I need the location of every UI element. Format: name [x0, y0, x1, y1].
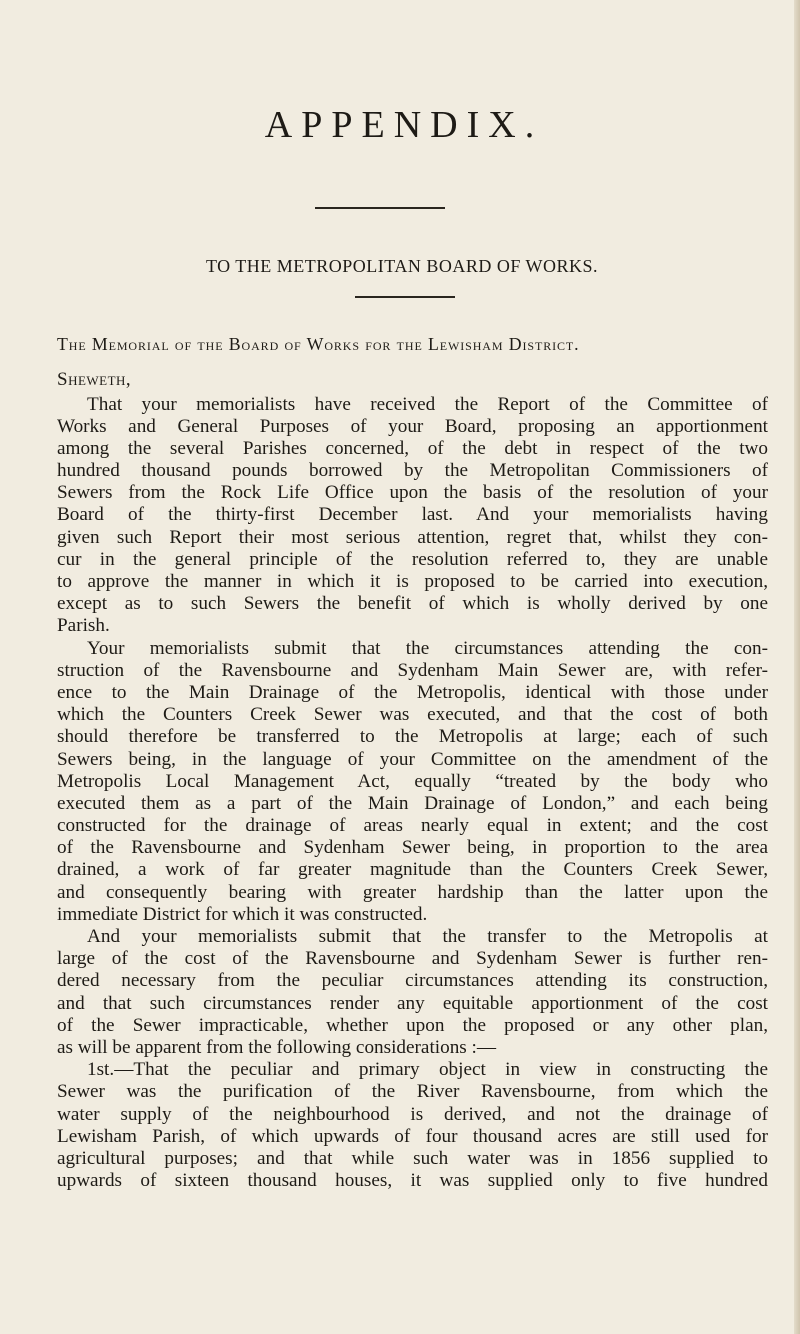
- text-line: ence to the Main Drainage of the Metropolis, identical with those under: [57, 681, 768, 703]
- text-line: immediate District for which it was constructed.: [57, 903, 428, 925]
- text-line: Lewisham Parish, of which upwards of four thousand acres are still used for: [57, 1125, 768, 1147]
- paragraph: [57, 394, 768, 638]
- text-line: Sewers from the Rock Life Office upon the basis of the resolution of your: [57, 482, 768, 504]
- divider-rule-top: [315, 207, 445, 209]
- text-line: and that such circumstances render any equitable apportionment of the cost: [57, 992, 768, 1014]
- text-line: cur in the general principle of the resolution referred to, they are unable: [57, 548, 768, 570]
- text-line: water supply of the neighbourhood is derived, and not the drainage of: [57, 1103, 768, 1125]
- text-line: struction of the Ravensbourne and Sydenham Main Sewer are, with refer-: [57, 659, 768, 681]
- text-line: to approve the manner in which it is proposed to be carried into execution,: [57, 571, 768, 592]
- text-line: as will be apparent from the following considerations :—: [57, 1036, 497, 1058]
- text-line: executed them as a part of the Main Drainage of London,” and each being: [57, 792, 768, 814]
- text-line: which the Counters Creek Sewer was executed, and that the cost of both: [57, 704, 768, 726]
- salutation: Sheweth,: [57, 369, 132, 390]
- divider-rule-bottom: [355, 296, 455, 298]
- text-line: And your memorialists submit that the transfer to the Metropolis at: [87, 926, 768, 947]
- text-line: of the Sewer impracticable, whether upon the proposed or any other plan,: [57, 1014, 768, 1036]
- text-line: Board of the thirty-first December last. And your memorialists having: [57, 504, 768, 526]
- text-line: given such Report their most serious attention, regret that, whilst they con-: [57, 526, 768, 548]
- text-line: Works and General Purposes of your Board, proposing an apportionment: [57, 415, 768, 437]
- page-edge-shadow: [794, 0, 800, 1334]
- text-line: Sewer was the purification of the River Ravensbourne, from which the: [57, 1081, 768, 1103]
- text-line: agricultural purposes; and that while such water was in 1856 supplied to: [57, 1147, 768, 1169]
- appendix-heading: APPENDIX.: [264, 104, 544, 146]
- text-line: constructed for the drainage of areas nearly equal in extent; and the cost: [57, 815, 768, 837]
- text-line: dered necessary from the peculiar circumstances attending its construction,: [57, 970, 768, 992]
- text-line: and consequently bearing with greater hardship than the latter upon the: [57, 881, 768, 903]
- text-line: except as to such Sewers the benefit of which is wholly derived by one: [57, 593, 768, 615]
- text-line: 1st.—That the peculiar and primary object in view in constructing the: [87, 1059, 768, 1081]
- text-line: Parish.: [57, 615, 110, 637]
- text-line: That your memorialists have received the Report of the Committee of: [87, 393, 768, 415]
- paragraph: [57, 926, 768, 1059]
- paragraph: [57, 638, 768, 926]
- paragraph: [57, 1059, 768, 1192]
- text-line: hundred thousand pounds borrowed by the Metropolitan Commissioners of: [57, 460, 768, 482]
- text-line: upwards of sixteen thousand houses, it was supplied only to five hundred: [57, 1170, 768, 1192]
- text-line: Metropolis Local Management Act, equally “treated by the body who: [57, 770, 768, 792]
- text-line: drained, a work of far greater magnitude than the Counters Creek Sewer,: [57, 859, 768, 881]
- text-line: among the several Parishes concerned, of the debt in respect of the two: [57, 437, 768, 459]
- addressee-line: TO THE METROPOLITAN BOARD OF WORKS.: [205, 256, 599, 276]
- text-line: Your memorialists submit that the circumstances attending the con-: [87, 637, 768, 659]
- text-line: large of the cost of the Ravensbourne and Sydenham Sewer is further ren-: [57, 948, 768, 970]
- text-line: of the Ravensbourne and Sydenham Sewer being, in proportion to the area: [57, 837, 768, 859]
- text-line: should therefore be transferred to the Metropolis at large; each of such: [57, 726, 768, 748]
- body-text: [57, 394, 768, 1193]
- text-line: Sewers being, in the language of your Committee on the amendment of the: [57, 748, 768, 770]
- memorial-title: The Memorial of the Board of Works for the Lewisham District.: [57, 334, 580, 354]
